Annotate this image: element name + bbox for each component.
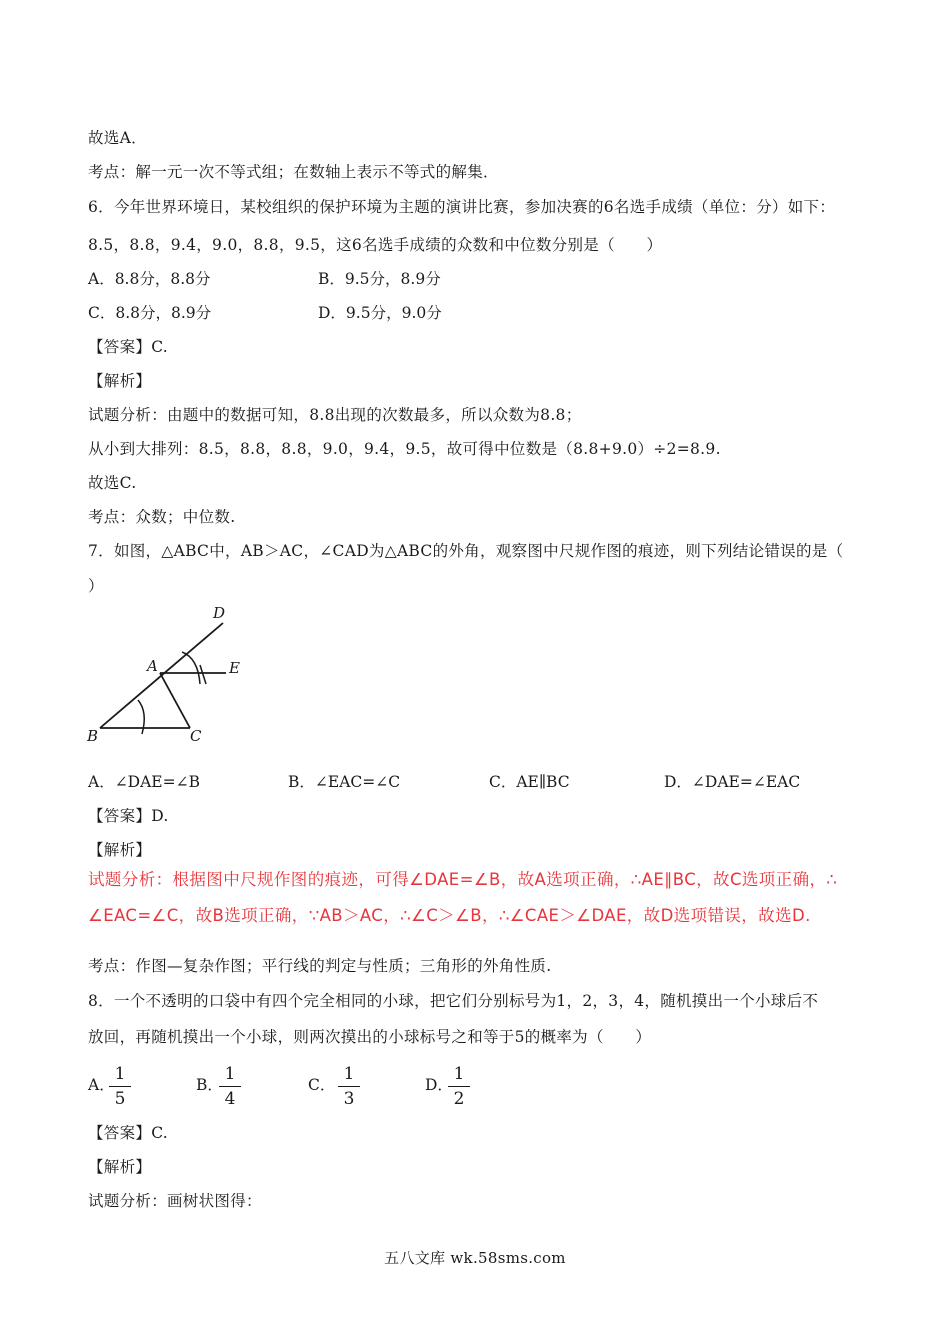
q7-option-a: A．∠DAE=∠B — [88, 773, 200, 791]
q6-option-c: C．8.8分，8.9分 — [88, 304, 212, 322]
q8-option-c-letter: C． — [308, 1076, 336, 1094]
numerator: 1 — [109, 1063, 131, 1087]
point-label-a: A — [147, 657, 158, 675]
q8-option-c-fraction — [338, 1063, 360, 1110]
q8-option-a-fraction — [109, 1063, 131, 1110]
answer-label: 【答案】C. — [88, 338, 169, 356]
text-line: 考点：众数；中位数. — [88, 508, 236, 526]
segment-ac — [160, 673, 190, 728]
analysis-label: 【解析】 — [88, 1158, 152, 1176]
analysis-label: 【解析】 — [88, 372, 152, 390]
page-footer: 五八文库 wk.58sms.com — [384, 1249, 566, 1267]
question-6-data: 8.5，8.8，9.4，9.0，8.8，9.5，这6名选手成绩的众数和中位数分别是（ ） — [88, 236, 663, 254]
geometry-figure — [80, 600, 270, 750]
text-line: 考点：解一元一次不等式组；在数轴上表示不等式的解集． — [88, 163, 499, 181]
numerator: 1 — [219, 1063, 241, 1087]
answer-label: 【答案】D. — [88, 807, 169, 825]
q8-option-d-letter: D． — [425, 1076, 453, 1094]
q7-option-c: C．AE∥BC — [489, 773, 570, 791]
q7-option-b: B．∠EAC=∠C — [288, 773, 401, 791]
text-line: 从小到大排列：8.5，8.8，8.8，9.0，9.4，9.5，故可得中位数是（8.8+9.0）÷2=8.9. — [88, 440, 721, 458]
denominator: 4 — [224, 1089, 236, 1109]
q8-option-d-fraction — [448, 1063, 470, 1110]
answer-label: 【答案】C. — [88, 1124, 169, 1142]
text-line: 考点：作图—复杂作图；平行线的判定与性质；三角形的外角性质. — [88, 957, 552, 975]
construction-tick — [200, 665, 206, 684]
point-label-d: D — [213, 604, 226, 622]
q8-option-b-fraction — [219, 1063, 241, 1110]
question-8-stem: 放回，再随机摸出一个小球，则两次摸出的小球标号之和等于5的概率为（ ） — [88, 1028, 652, 1046]
point-label-c: C — [190, 727, 202, 745]
point-label-e: E — [229, 659, 240, 677]
numerator: 1 — [338, 1063, 360, 1087]
denominator: 2 — [453, 1089, 465, 1109]
point-label-b: B — [87, 727, 99, 745]
text-line: ） — [88, 577, 104, 595]
numerator: 1 — [448, 1063, 470, 1087]
analysis-label: 【解析】 — [88, 841, 152, 859]
q7-option-d: D．∠DAE=∠EAC — [664, 773, 801, 791]
q6-option-a: A．8.8分，8.8分 — [88, 270, 211, 288]
q6-option-b: B．9.5分，8.9分 — [318, 270, 441, 288]
denominator: 5 — [114, 1089, 126, 1109]
question-7-stem: 7．如图，△ABC中，AB＞AC，∠CAD为△ABC的外角，观察图中尺规作图的痕迹，则下列结论错误的是（ — [88, 542, 844, 560]
q8-option-b-letter: B． — [196, 1076, 223, 1094]
text-line: 故选A． — [88, 129, 147, 147]
text-line: 试题分析：由题中的数据可知，8.8出现的次数最多，所以众数为8.8； — [88, 406, 582, 424]
arc-at-b — [138, 700, 144, 734]
highlighted-analysis-line: 试题分析：根据图中尺规作图的痕迹，可得∠DAE=∠B，故A选项正确，∴AE∥BC，故C选项正确，∴ — [88, 870, 838, 889]
text-line: 故选C. — [88, 474, 137, 492]
q8-option-a-letter: A． — [88, 1076, 115, 1094]
text-line: 试题分析：画树状图得： — [88, 1192, 262, 1210]
q6-option-d: D．9.5分，9.0分 — [318, 304, 442, 322]
question-8-stem: 8．一个不透明的口袋中有四个完全相同的小球，把它们分别标号为1，2，3，4，随机摸出一个小球后不 — [88, 992, 819, 1010]
question-6-stem: 6．今年世界环境日，某校组织的保护环境为主题的演讲比赛，参加决赛的6名选手成绩（单位：分）如下： — [88, 198, 836, 216]
highlighted-analysis-line: ∠EAC=∠C，故B选项正确，∵AB＞AC，∴∠C＞∠B，∴∠CAE＞∠DAE，故D选项错误，故选D. — [88, 906, 811, 925]
denominator: 3 — [343, 1089, 355, 1109]
